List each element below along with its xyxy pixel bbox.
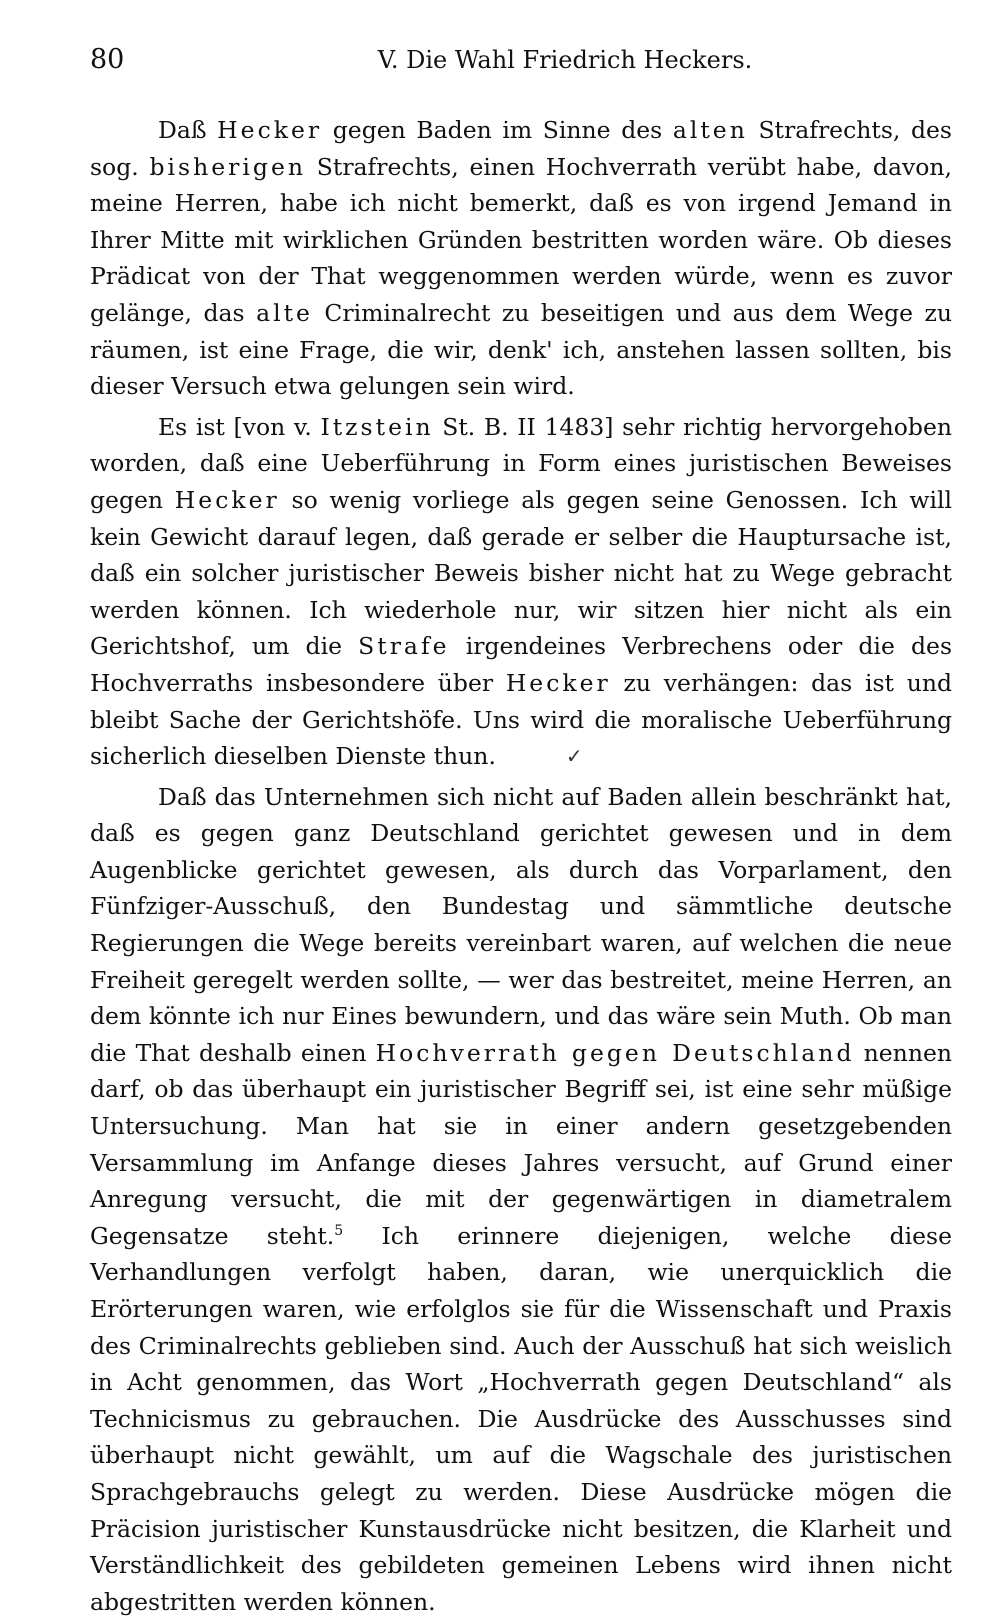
text-run: Ich erinnere diejenigen, welche diese Verhandlungen verfolgt haben, daran, wie unerquicklich die Erörterungen waren, wie erfolglos sie für die Wissenschaft und Praxis des Criminalrechts geblieben sind. Auch der Ausschuß hat sich weislich in Acht genommen, das Wort „Hochverrath gegen Deutschland“ als Technicismus zu gebrauchen. Die Ausdrücke des Ausschusses sind überhaupt nicht gewählt, um auf die Wagschale des juristischen Sprachgebrauchs gelegt zu werden. Diese Ausdrücke mögen die Präcision juristischer Kunstausdrücke nicht besitzen, die Klarheit und Verständlichkeit des gebildeten gemeinen Lebens wird ihnen nicht abgestritten werden können. — [90, 1221, 953, 1616]
spaced-name-hecker: Hecker — [217, 116, 323, 144]
text-run: zu verhängen: das ist und bleibt Sache der Gerichtshöfe. Uns wird die moralische Ueberführung sicherlich dieselben Dienste thun. — [90, 668, 953, 771]
spaced-name-itzstein: Itzstein — [320, 412, 434, 441]
spaced-phrase-hochverrath: Hochverrath gegen Deutschland — [375, 1038, 855, 1067]
text-run: Criminalrecht zu beseitigen und aus dem Wege zu räumen, ist eine Frage, die wir, denk' ich, anstehen lassen sollten, bis dieser Versuch etwa gelungen sein wird. — [90, 298, 952, 401]
spaced-word-bisherigen: bisherigen — [149, 152, 306, 181]
page-number: 80 — [90, 44, 125, 75]
text-run: Es ist [von v. — [158, 412, 321, 441]
spaced-word-alten: alten — [672, 116, 748, 144]
text-run: Strafrechts, des sog. — [90, 116, 952, 181]
text-run: Strafrechts, einen Hochverrath verübt habe, davon, meine Herren, habe ich nicht bemerkt, daß es von irgend Jemand in Ihrer Mitte mit wirklichen Gründen bestritten worden wäre. Ob dieses Prädicat von der That weggenommen werden würde, wenn es zuvor gelänge, das — [90, 152, 952, 327]
text-run: St. B. II 1483] sehr richtig hervorgehoben worden, daß eine Ueberführung in Form eines juristischen Beweises gegen — [90, 412, 952, 514]
footnote-reference[interactable]: 5 — [334, 1222, 344, 1239]
spaced-word-alte: alte — [256, 298, 313, 327]
body-text — [90, 112, 952, 1624]
text-run: gegen Baden im Sinne des — [322, 116, 673, 144]
running-title: V. Die Wahl Friedrich Heckers. — [377, 46, 753, 74]
text-run: irgendeines Verbrechens oder die des Hochverraths insbesondere über — [90, 632, 953, 697]
spaced-word-strafe: Strafe — [358, 632, 450, 661]
text-run: Daß das Unternehmen sich nicht auf Baden allein beschränkt hat, daß es gegen ganz Deutschland gerichtet gewesen und in dem Augenblicke gerichtet gewesen, als durch das Vorparlament, den Fünfziger-Ausschuß, den Bundestag und sämmtliche deutsche Regierungen die Wege bereits vereinbart waren, auf welchen die neue Freiheit geregelt werden sollte, — wer das bestreitet, meine Herren, an dem könnte ich nur Eines bewundern, und das wäre sein Muth. Ob man die That deshalb einen — [90, 782, 952, 1067]
text-run: Daß — [158, 116, 218, 144]
paragraph-3 — [90, 779, 952, 1621]
page-header — [90, 40, 950, 84]
paragraph-1 — [90, 112, 952, 405]
text-run: nennen darf, ob das überhaupt ein juristischer Begriff sei, ist eine sehr müßige Untersuchung. Man hat sie in einer andern gesetzgebenden Versammlung im Anfange dieses Jahres versucht, auf Grund einer Anregung versucht, die mit der gegenwärtigen in diametralem Gegensatze steht. — [90, 1038, 952, 1250]
spaced-name-hecker: Hecker — [174, 485, 280, 514]
text-run: so wenig vorliege als gegen seine Genossen. Ich will kein Gewicht darauf legen, daß gerade er selber die Hauptursache ist, daß ein solcher juristischer Beweis bisher nicht hat zu Wege gebracht werden können. Ich wiederhole nur, wir sitzen hier nicht als ein Gerichtshof, um die — [90, 485, 952, 661]
spaced-name-hecker: Hecker — [505, 668, 611, 697]
paragraph-2 — [90, 409, 952, 775]
handwritten-check-mark: ✓ — [565, 744, 583, 769]
